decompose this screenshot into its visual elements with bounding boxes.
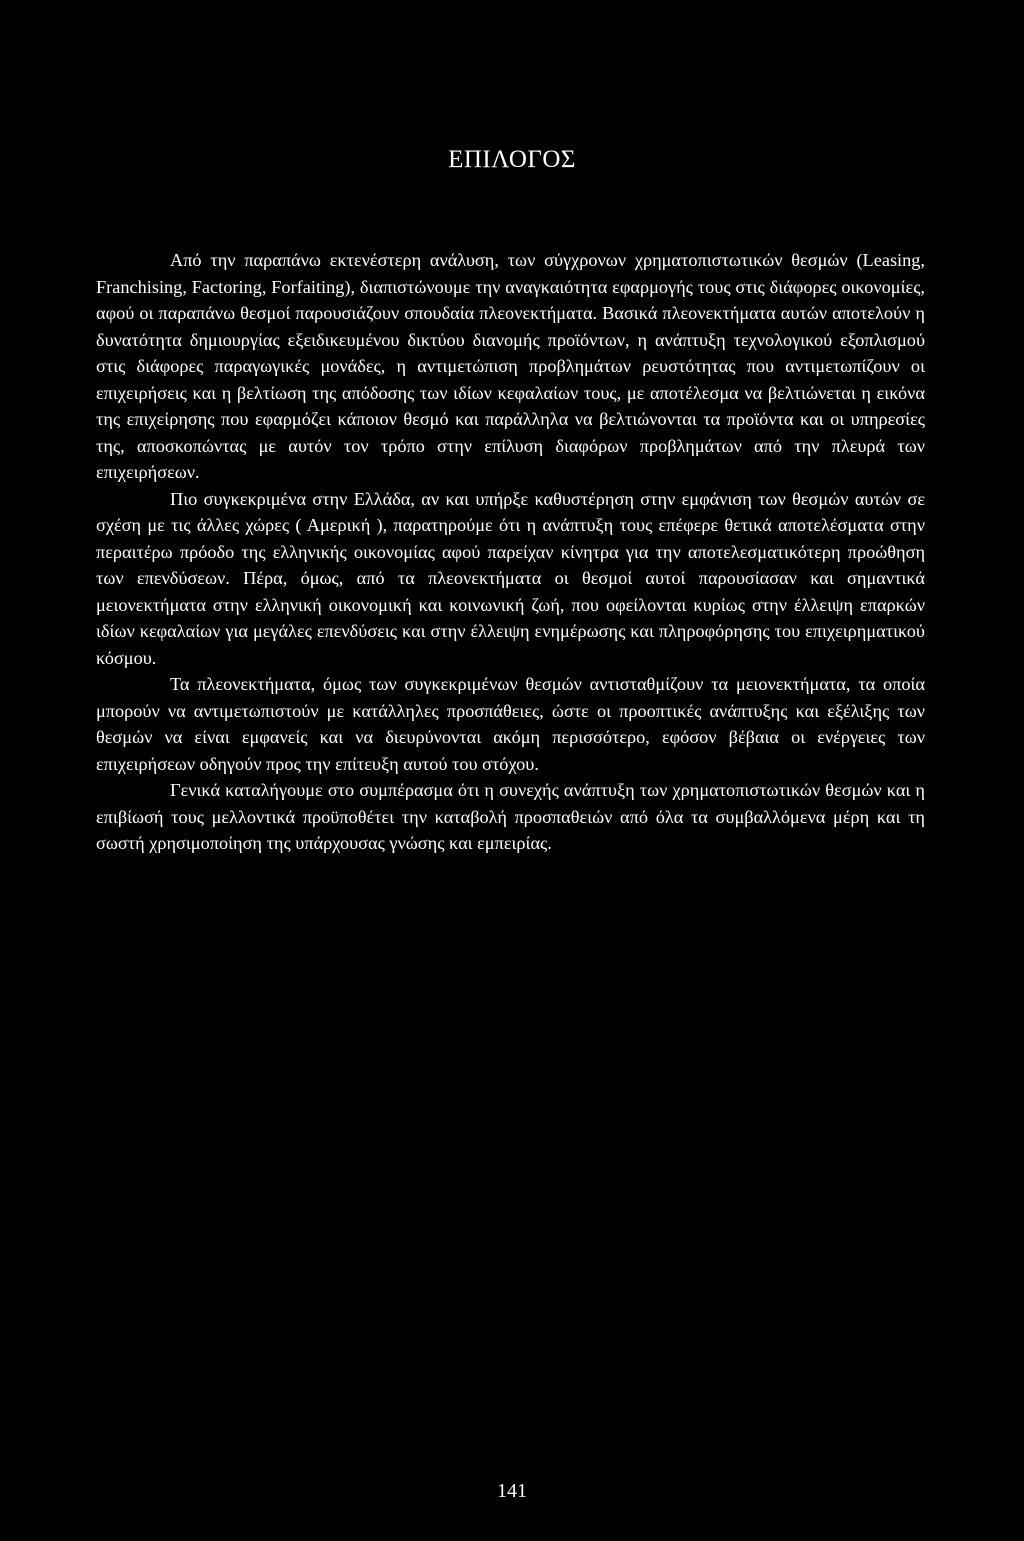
paragraph-3: Τα πλεονεκτήματα, όμως των συγκεκριμένων θεσμών αντισταθμίζουν τα μειονεκτήματα, τα οποία μπορούν να αντιμετωπιστούν με κατάλληλες προσπάθειες, ώστε οι προοπτικές ανάπτυξης και εξέλιξης των θεσμών να είναι εμφανείς και να διευρύνονται ακόμη περισσότερο, εφόσον βέβαια οι ενέργειες των επιχειρήσεων οδηγούν προς την επίτευξη αυτού του στόχου. — [96, 674, 925, 774]
paragraph-2: Πιο συγκεκριμένα στην Ελλάδα, αν και υπήρξε καθυστέρηση στην εμφάνιση των θεσμών αυτών σε σχέση με τις άλλες χώρες ( Αμερική ), παρατηρούμε ότι η ανάπτυξη τους επέφερε θετικά αποτελέσματα στην περαιτέρω πρόοδο της ελληνικής οικονομίας αφού παρείχαν κίνητρα για την αποτελεσματικότερη προώθηση των επενδύσεων. Πέρα, όμως, από τα πλεονεκτήματα οι θεσμοί αυτοί παρουσίασαν και σημαντικά μειονεκτήματα στην ελληνική οικονομική και κοινωνική ζωή, που οφείλονται κυρίως στην έλλειψη επαρκών ιδίων κεφαλαίων για μεγάλες επενδύσεις και στην έλλειψη ενημέρωσης και πληροφόρησης του επιχειρηματικού κόσμου. — [96, 488, 925, 668]
paragraph-4: Γενικά καταλήγουμε στο συμπέρασμα ότι η συνεχής ανάπτυξη των χρηματοπιστωτικών θεσμών και η επιβίωσή τους μελλοντικά προϋποθέτει την καταβολή προσπαθειών από όλα τα συμβαλλόμενα μέρη και τη σωστή χρησιμοποίηση της υπάρχουσας γνώσης και εμπειρίας. — [96, 780, 925, 853]
page-number: 141 — [497, 1480, 527, 1502]
paragraph-1: Από την παραπάνω εκτενέστερη ανάλυση, των σύγχρονων χρηματοπιστωτικών θεσμών (Leasing, Franchising, Factoring, Forfaiting), διαπιστώνουμε την αναγκαιότητα εφαρμογής τους στις διάφορες οικονομίες, αφού οι παραπάνω θεσμοί παρουσιάζουν σπουδαία πλεονεκτήματα. Βασικά πλεονεκτήματα αυτών αποτελούν η δυνατότητα δημιουργίας εξειδικευμένου δικτύου διανομής προϊόντων, η ανάπτυξη τεχνολογικού εξοπλισμού στις διάφορες παραγωγικές μονάδες, η αντιμετώπιση προβλημάτων ρευστότητας που αντιμετωπίζουν οι επιχειρήσεις και η βελτίωση της απόδοσης των ιδίων κεφαλαίων τους, με αποτέλεσμα να βελτιώνεται η εικόνα της επιχείρησης που εφαρμόζει κάποιον θεσμό και παράλληλα να βελτιώνονται τα προϊόντα και οι υπηρεσίες της, αποσκοπώντας με αυτόν τον τρόπο στην επίλυση διαφόρων προβλημάτων από την πλευρά των επιχειρήσεων. — [96, 250, 925, 482]
page-title: ΕΠΙΛΟΓΟΣ — [448, 146, 576, 173]
document-body — [96, 247, 925, 857]
